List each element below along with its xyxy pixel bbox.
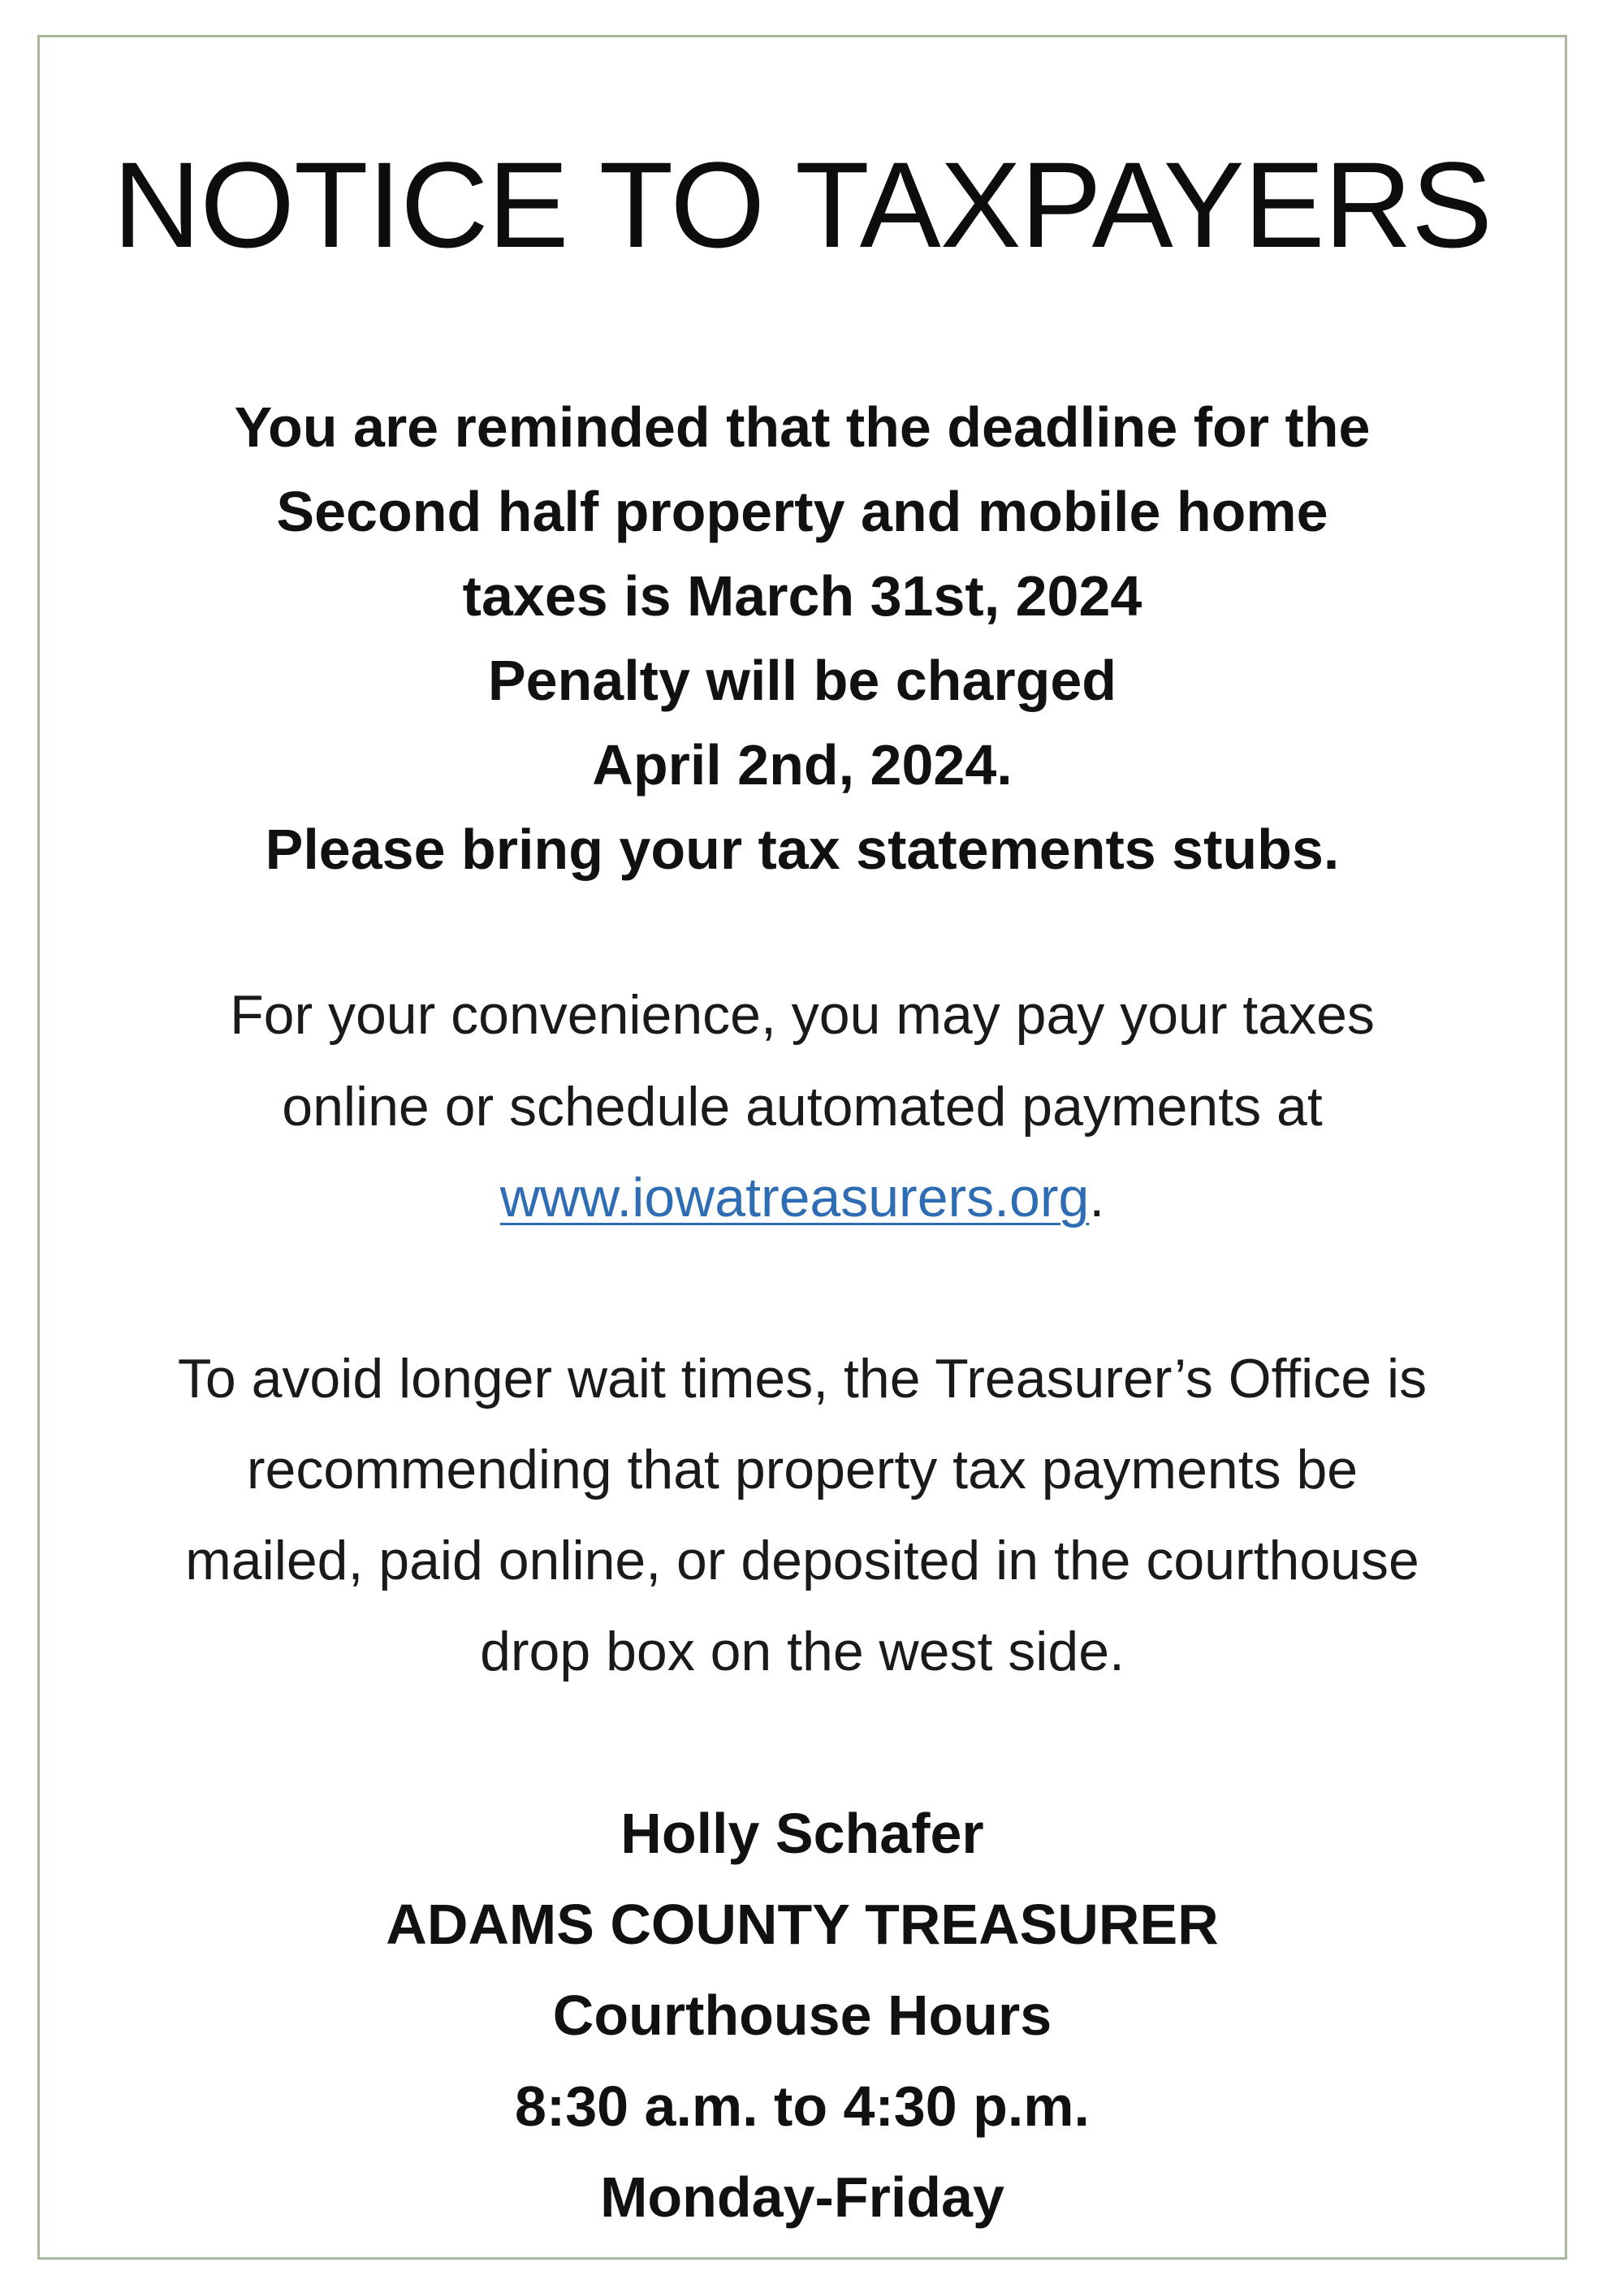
online-line-2: online or schedule automated payments at <box>282 1076 1323 1138</box>
reminder-line-5: April 2nd, 2024. <box>592 733 1013 797</box>
notice-frame <box>37 35 1567 2260</box>
iowatreasurers-link[interactable]: www.iowatreasurers.org <box>499 1167 1090 1228</box>
reminder-line-2: Second half property and mobile home <box>276 480 1328 543</box>
link-period: . <box>1089 1167 1105 1228</box>
online-link-line <box>40 1166 1565 1229</box>
signature-name: Holly Schafer <box>620 1802 984 1865</box>
reminder-line-3: taxes is March 31st, 2024 <box>462 564 1142 628</box>
reminder-line-6: Please bring your tax statements stubs. <box>265 818 1340 881</box>
wait-times-line-2: recommending that property tax payments be <box>246 1439 1358 1500</box>
online-line-1: For your convenience, you may pay your taxes <box>230 984 1375 1046</box>
wait-times-line-4: drop box on the west side. <box>480 1621 1125 1682</box>
reminder-line-4: Penalty will be charged <box>487 649 1117 712</box>
hours-days: Monday-Friday <box>600 2165 1004 2229</box>
hours-time: 8:30 a.m. to 4:30 p.m. <box>514 2075 1091 2138</box>
hours-label: Courthouse Hours <box>552 1984 1052 2047</box>
wait-times-line-3: mailed, paid online, or deposited in the courthouse <box>185 1530 1419 1591</box>
notice-title: NOTICE TO TAXPAYERS <box>112 136 1492 273</box>
reminder-line-1: You are reminded that the deadline for the <box>234 395 1371 459</box>
wait-times-line-1: To avoid longer wait times, the Treasurer’s Office is <box>177 1348 1427 1410</box>
signature-office: ADAMS COUNTY TREASURER <box>386 1893 1219 1956</box>
